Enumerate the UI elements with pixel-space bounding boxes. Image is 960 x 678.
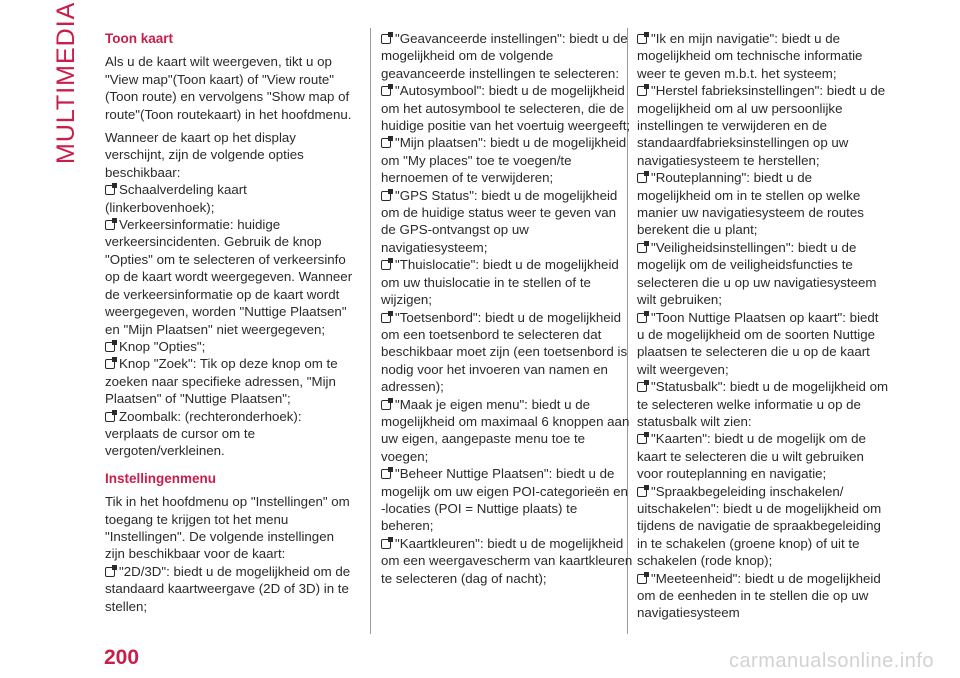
list-item: "Herstel fabrieksinstellingen": biedt u de mogelijkheid om al uw persoonlijke instellingen te verwijderen en de standaardfabrieksinstellingen op uw navigatiesysteem te herstellen;: [637, 83, 886, 168]
list-item: "2D/3D": biedt u de mogelijkheid om de standaard kaartweergave (2D of 3D) in te stellen;: [105, 563, 351, 614]
list-item: Zoombalk: (rechteronderhoek): verplaats de cursor om te vergoten/verkleinen.: [105, 408, 302, 459]
bullet-icon: [637, 434, 647, 444]
list-item: "Mijn plaatsen": biedt u de mogelijkheid om "My places" toe te voegen/te hernoemen of te verwijderen;: [381, 135, 627, 186]
list-item: Schaalverdeling kaart (linkerbovenhoek);: [105, 182, 247, 215]
list-item: "Toon Nuttige Plaatsen op kaart": biedt u de mogelijkheid om de soorten Nuttige plaatsen te selecteren die u op de kaart wilt weergeven;: [637, 309, 879, 377]
section-side-label-text: MULTIMEDIA: [52, 1, 80, 164]
heading-instellingenmenu: Instellingenmenu: [105, 470, 217, 486]
bullet-icon: [105, 359, 115, 369]
bullet-icon: [637, 313, 647, 323]
bullet-icon: [381, 313, 391, 323]
page-number: 200: [104, 646, 140, 669]
bullet-icon: [637, 86, 647, 96]
bullet-icon: [637, 243, 647, 253]
bullet-icon: [637, 382, 647, 392]
bullet-icon: [637, 487, 647, 497]
bullet-icon: [105, 342, 115, 352]
bullet-icon: [381, 469, 391, 479]
heading-toon-kaart: Toon kaart: [105, 31, 174, 46]
section-side-label: [52, 1, 82, 176]
list-item: Knop "Zoek": Tik op deze knop om te zoeken naar specifieke adressen, "Mijn Plaatsen" of "Nuttige Plaatsen";: [105, 356, 338, 407]
column-divider: [370, 28, 371, 634]
list-item: "Beheer Nuttige Plaatsen": biedt u de mogelijk om uw eigen POI-categorieën en -locaties (POI = Nuttige plaats) te beheren;: [381, 466, 628, 534]
bullet-icon: [381, 191, 391, 201]
list-item: Knop "Opties";: [105, 338, 357, 355]
list-item: "Spraakbegeleiding inschakelen/ uitschakelen": biedt u de mogelijkheid om tijdens de navigatie de spraakbegeleiding in te schakelen (groene knop) of uit te schakelen (rode knop);: [637, 483, 882, 569]
column-2: [381, 30, 633, 587]
list-item: "Toetsenbord": biedt u de mogelijkheid om een toetsenbord te selecteren dat beschikbaar moet zijn (een toetsenbord is nodig voor het invoeren van namen en adressen);: [381, 309, 628, 395]
list-item: "Routeplanning": biedt u de mogelijkheid om in te stellen op welke manier uw navigatiesysteem de routes berekent die u plant;: [637, 170, 864, 238]
list-item: "GPS Status": biedt u de mogelijkheid om de huidige status weer te geven van de GPS-ontvangst op uw navigatiesysteem;: [381, 187, 618, 255]
list-item: "Meeteenheid": biedt u de mogelijkheid om de eenheden in te stellen die op uw navigatiesysteem: [637, 570, 881, 621]
bullet-icon: [105, 567, 115, 577]
bullet-icon: [637, 173, 647, 183]
paragraph: Als u de kaart wilt weergeven, tikt u op "View map"(Toon kaart) of "View route"(Toon route) en vervolgens "Show map of route"(Toon routekaart) in het hoofdmenu.: [105, 54, 352, 122]
list-item: Verkeersinformatie: huidige verkeersincidenten. Gebruik de knop "Opties" om te selecteren of verkeersinfo op de kaart wordt weergegeven. Wanneer de verkeersinformatie op de kaart wordt weergegeven, worden "Nuttige Plaatsen" en "Mijn Plaatsen" niet weergegeven;: [105, 217, 353, 337]
list-item: "Maak je eigen menu": biedt u de mogelijkheid om maximaal 6 knoppen aan uw eigen, aangepaste menu toe te voegen;: [381, 396, 630, 464]
watermark-text: carmanualsonline.info: [728, 650, 934, 672]
column-1: [105, 30, 357, 615]
column-3: [637, 30, 889, 622]
list-item: "Ik en mijn navigatie": biedt u de mogelijkheid om technische informatie weer te geven m.b.t. het systeem;: [637, 31, 863, 81]
bullet-icon: [637, 34, 647, 44]
bullet-icon: [381, 86, 391, 96]
bullet-icon: [381, 34, 391, 44]
bullet-icon: [105, 220, 115, 230]
list-item: "Autosymbool": biedt u de mogelijkheid om het autosymbool te selecteren, die de huidige positie van het voertuig weergeeft;: [381, 83, 631, 134]
list-item: "Thuislocatie": biedt u de mogelijkheid om uw thuislocatie in te stellen of te wijzigen;: [381, 257, 619, 308]
list-item: "Statusbalk": biedt u de mogelijkheid om te selecteren welke informatie u op de statusbalk wilt zien:: [637, 379, 889, 429]
list-item: "Veiligheidsinstellingen": biedt u de mogelijk om de veiligheidsfuncties te selecteren die u op uw navigatiesysteem wilt gebruiken;: [637, 239, 877, 308]
paragraph: Wanneer de kaart op het display verschijnt, zijn de volgende opties beschikbaar:: [105, 130, 304, 180]
bullet-icon: [381, 400, 391, 410]
list-item: "Kaartkleuren": biedt u de mogelijkheid om een weergavescherm van kaartkleuren te selecteren (dag of nacht);: [381, 535, 633, 586]
bullet-icon: [381, 260, 391, 270]
bullet-icon: [381, 138, 391, 148]
list-item: "Geavanceerde instellingen": biedt u de mogelijkheid om de volgende geavanceerde instellingen te selecteren:: [381, 31, 628, 81]
bullet-icon: [105, 185, 115, 195]
bullet-icon: [105, 412, 115, 422]
paragraph: Tik in het hoofdmenu op "Instellingen" om toegang te krijgen tot het menu "Instellingen". De volgende instellingen zijn beschikbaar voor de kaart:: [105, 494, 350, 562]
list-item: "Kaarten": biedt u de mogelijk om de kaart te selecteren die u wilt gebruiken voor routeplanning en navigatie;: [637, 431, 866, 482]
bullet-icon: [637, 574, 647, 584]
bullet-icon: [381, 539, 391, 549]
